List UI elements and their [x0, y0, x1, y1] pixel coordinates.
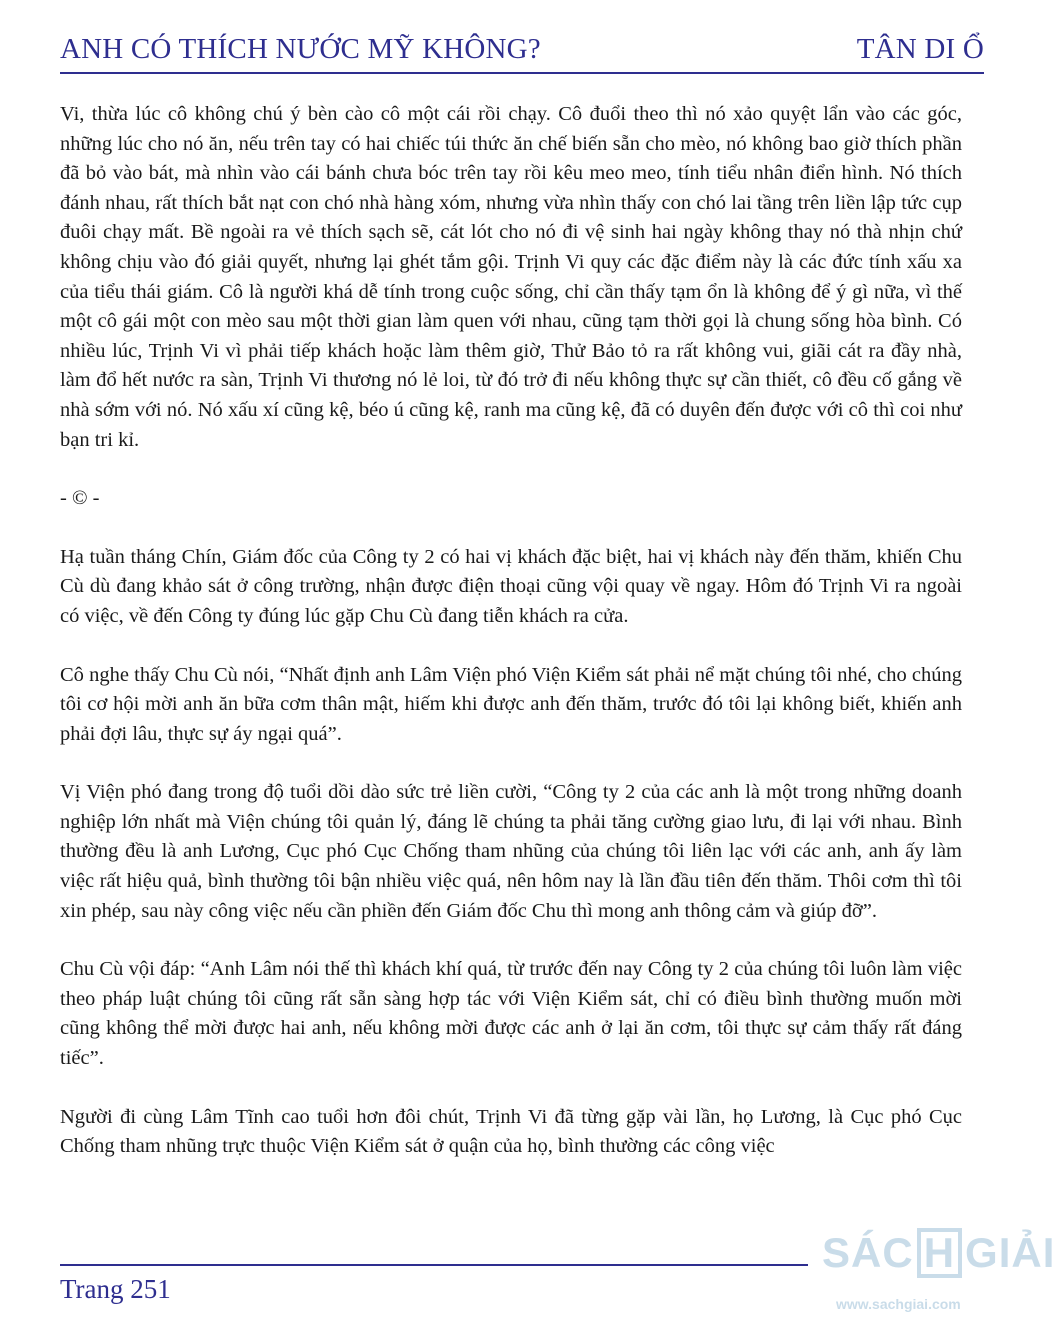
- logo-text-part2: GIẢI: [965, 1229, 1055, 1276]
- author-name: TÂN DI Ổ: [856, 33, 984, 65]
- watermark-url: www.sachgiai.com: [836, 1296, 961, 1312]
- paragraph: Hạ tuần tháng Chín, Giám đốc của Công ty 2 có hai vị khách đặc biệt, hai vị khách này đến thăm, khiến Chu Cù dù đang khảo sát ở công trường, nhận được điện thoại cũng vội quay về ngay. Hôm đó Trịnh Vi ra ngoài có việc, về đến Công ty đúng lúc gặp Chu Cù đang tiễn khách ra cửa.: [60, 545, 962, 627]
- paragraph: Chu Cù vội đáp: “Anh Lâm nói thế thì khách khí quá, từ trước đến nay Công ty 2 của chúng tôi luôn làm việc theo pháp luật chúng tôi cũng rất sẵn sàng hợp tác với Viện Kiểm sát, chỉ có điều bình thường muốn mời cũng không thể mời được hai anh, nếu không mời được các anh ở lại ăn cơm, tôi thực sự cảm thấy rất đáng tiếc”.: [60, 958, 962, 1070]
- sachgiai-logo: [822, 1228, 1055, 1278]
- paragraph: Vị Viện phó đang trong độ tuổi dồi dào sức trẻ liền cười, “Công ty 2 của các anh là một trong những doanh nghiệp lớn nhất mà Viện chúng tôi quản lý, đáng lẽ chúng ta phải tăng cường giao lưu, đi lại với nhau. Bình thường đều là anh Lương, Cục phó Cục Chống tham nhũng của chúng tôi liên lạc với các anh, anh ấy làm việc rất hiệu quả, bình thường tôi bận nhiều việc quá, nên hôm nay là lần đầu tiên đến thăm. Thôi cơm thì tôi xin phép, sau này công việc nếu cần phiền đến Giám đốc Chu thì mong anh thông cảm và giúp đỡ”.: [60, 781, 962, 922]
- footer-divider: [60, 1264, 808, 1266]
- paragraph: Vi, thừa lúc cô không chú ý bèn cào cô một cái rồi chạy. Cô đuổi theo thì nó xảo quyệt lẩn vào các góc, những lúc cho nó ăn, nếu trên tay có hai chiếc túi thức ăn chế biến sẵn cho mèo, nó không bao giờ thích phần đã bỏ vào bát, mà nhìn vào cái bánh chưa bóc trên tay rồi kêu meo meo, tính tiểu nhân điển hình. Nó thích đánh nhau, rất thích bắt nạt con chó nhà hàng xóm, nhưng vừa nhìn thấy con chó lai tầng trên liền lập tức cụp đuôi chạy mất. Bề ngoài ra vẻ thích sạch sẽ, cát lót cho nó đi vệ sinh hai ngày không thay nó thà nhịn chứ không chịu vào đó giải quyết, nhưng lại ghét tắm gội. Trịnh Vi quy các đặc điểm này là các đức tính xấu xa của tiểu thái giám. Cô là người khá dễ tính trong cuộc sống, chỉ cần thấy tạm ổn là không để ý gì nữa, vì thế một cô gái một con mèo sau một thời gian làm quen với nhau, cũng tạm thời gọi là chung sống hòa bình. Có nhiều lúc, Trịnh Vi vì phải tiếp khách hoặc làm thêm giờ, Thử Bảo tỏ ra rất không vui, giãi cát ra đầy nhà, làm đổ hết nước ra sàn, Trịnh Vi thương nó lẻ loi, từ đó trở đi nếu không thực sự cần thiết, cô đều cố gắng về nhà sớm với nó. Nó xấu xí cũng kệ, béo ú cũng kệ, ranh ma cũng kệ, đã có duyên đến được với cô thì coi như bạn tri kỉ.: [60, 103, 962, 451]
- page-number: Trang 251: [60, 1274, 171, 1304]
- paragraph: Cô nghe thấy Chu Cù nói, “Nhất định anh Lâm Viện phó Viện Kiểm sát phải nể mặt chúng tôi nhé, cho chúng tôi cơ hội mời anh ăn bữa cơm thân mật, hiếm khi được anh đến thăm, trước đó tôi lại không biết, khiến anh phải đợi lâu, thực sự áy ngại quá”.: [60, 663, 962, 745]
- book-title: ANH CÓ THÍCH NƯỚC MỸ KHÔNG?: [60, 33, 541, 65]
- section-separator: - © -: [60, 487, 100, 510]
- logo-text-part1: SÁC: [822, 1229, 914, 1276]
- paragraph: Người đi cùng Lâm Tĩnh cao tuổi hơn đôi chút, Trịnh Vi đã từng gặp vài lần, họ Lương, là Cục phó Cục Chống tham nhũng trực thuộc Viện Kiểm sát ở quận của họ, bình thường các công việc: [60, 1105, 962, 1158]
- page-body: [60, 100, 962, 1162]
- page-header: [60, 22, 984, 74]
- logo-boxed-letter: H: [917, 1228, 962, 1278]
